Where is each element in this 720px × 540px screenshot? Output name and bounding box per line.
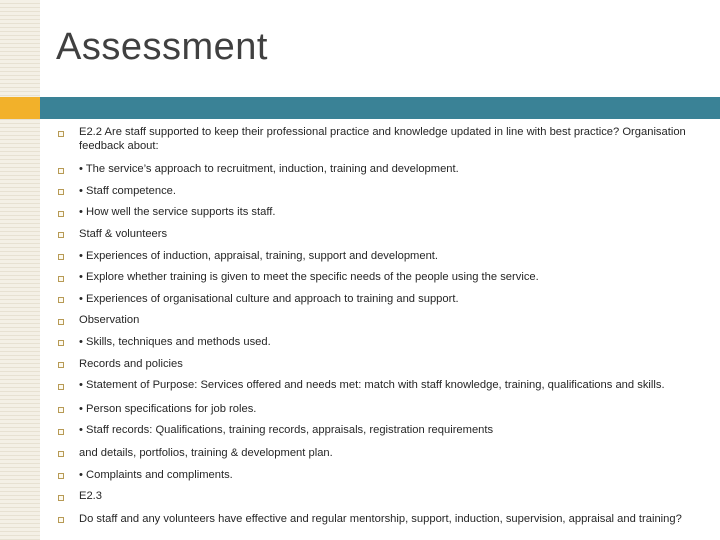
list-item-text: • Experiences of organisational culture and approach to training and support.	[79, 292, 459, 305]
square-bullet-icon	[58, 131, 64, 137]
list-item-text: • Person specifications for job roles.	[79, 402, 257, 415]
list-item-text: Do staff and any volunteers have effective and regular mentorship, support, induction, supervision, appraisal and training?	[79, 512, 682, 525]
list-item-text: and details, portfolios, training & development plan.	[79, 446, 333, 459]
list-item	[58, 358, 698, 372]
list-item	[58, 228, 698, 242]
list-item	[58, 469, 698, 483]
square-bullet-icon	[58, 319, 64, 325]
square-bullet-icon	[58, 297, 64, 303]
content-area	[58, 126, 698, 526]
list-item-text: • Statement of Purpose: Services offered and needs met: match with staff knowledge, training, qualifications and skills.	[79, 379, 665, 392]
square-bullet-icon	[58, 407, 64, 413]
list-item-text: Observation	[79, 314, 140, 327]
square-bullet-icon	[58, 362, 64, 368]
list-item-text: • Staff competence.	[79, 184, 176, 197]
list-item	[58, 206, 698, 220]
list-item-text: Staff & volunteers	[79, 227, 168, 240]
list-item-text: • Staff records: Qualifications, training records, appraisals, registration requirements	[79, 424, 494, 437]
list-item	[58, 403, 698, 417]
square-bullet-icon	[58, 232, 64, 238]
list-item	[58, 424, 698, 438]
list-item	[58, 447, 698, 461]
list-item	[58, 314, 698, 328]
square-bullet-icon	[58, 254, 64, 260]
accent-bar-teal	[40, 97, 720, 119]
square-bullet-icon	[58, 451, 64, 457]
bullet-list	[58, 126, 698, 526]
list-item-text: Records and policies	[79, 357, 183, 370]
square-bullet-icon	[58, 168, 64, 174]
list-item-text: E2.3	[79, 490, 103, 503]
list-item	[58, 185, 698, 199]
square-bullet-icon	[58, 211, 64, 217]
list-item-text: • Skills, techniques and methods used.	[79, 335, 271, 348]
square-bullet-icon	[58, 517, 64, 523]
list-item	[58, 336, 698, 350]
square-bullet-icon	[58, 384, 64, 390]
list-item	[58, 271, 698, 285]
list-item	[58, 163, 698, 177]
list-item-text: E2.2 Are staff supported to keep their professional practice and knowledge updated in line with best practice? Organisation feedback about:	[79, 126, 686, 152]
list-item-text: • Explore whether training is given to meet the specific needs of the people using the service.	[79, 271, 539, 284]
list-item-text: • The service’s approach to recruitment, induction, training and development.	[79, 163, 459, 176]
square-bullet-icon	[58, 429, 64, 435]
accent-bar-orange	[0, 97, 40, 119]
list-item	[58, 513, 698, 527]
list-item-text: • How well the service supports its staff.	[79, 206, 276, 219]
square-bullet-icon	[58, 473, 64, 479]
list-item	[58, 250, 698, 264]
square-bullet-icon	[58, 495, 64, 501]
page-title: Assessment	[56, 26, 268, 68]
square-bullet-icon	[58, 276, 64, 282]
list-item	[58, 379, 698, 393]
list-item-text: • Experiences of induction, appraisal, training, support and development.	[79, 249, 439, 262]
list-item	[58, 126, 698, 153]
list-item	[58, 490, 698, 504]
square-bullet-icon	[58, 340, 64, 346]
list-item	[58, 293, 698, 307]
list-item-text: • Complaints and compliments.	[79, 468, 233, 481]
square-bullet-icon	[58, 189, 64, 195]
